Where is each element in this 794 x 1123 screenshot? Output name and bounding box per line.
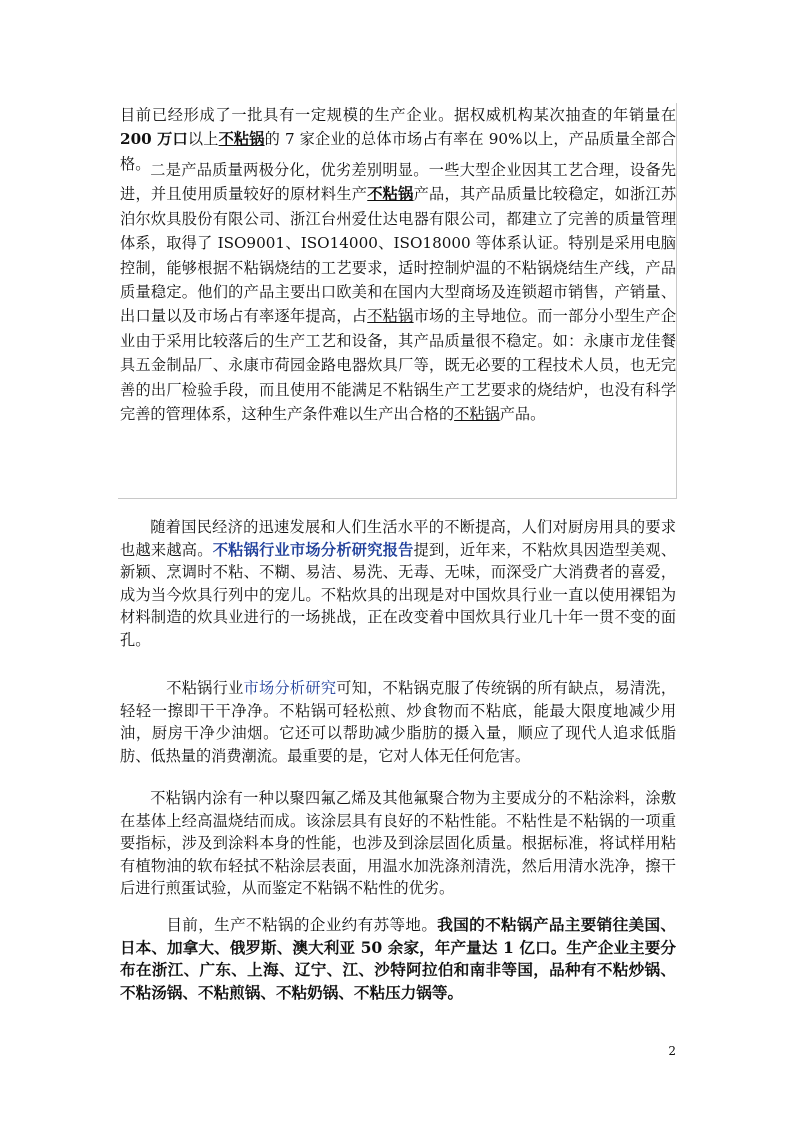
paragraph-3 <box>120 516 676 652</box>
text-run: 随着国民经济的迅速发展和人们生活水平的不断提高，人们对厨房用具的要求也越来越高。 <box>120 518 676 559</box>
text-run: 目前已经形成了一批具有一定规模的生产企业。据权威机构某次抽查的年销量在 <box>120 106 676 124</box>
text-run: 不粘锅行业 <box>166 679 244 697</box>
keyword-link[interactable]: 不粘锅 <box>367 307 414 326</box>
text-run: 的 7 家企业的总体市场占有率在 90%以上，产品质量全部合格。 <box>120 130 677 173</box>
text-run: 以上 <box>187 130 219 149</box>
text-run: 市场的主导地位。而一部分小型生产企业由于采用比较落后的生产工艺和设备，其产品质量很不稳定。如：永康市龙佳餐具五金制品厂、永康市荷园金路电器炊具厂等，既无必要的工程技术人员，也无完善的出厂检验手段，而且使用不能满足不粘锅生产工艺要求的烧结炉，也没有科学完善的管理体系，这种生产条件难以生产出合格的 <box>120 307 677 424</box>
paragraph-6 <box>120 914 676 1004</box>
text-run: 目前，生产不粘锅的企业约有苏等地。 <box>166 916 438 934</box>
keyword-link[interactable]: 不粘锅 <box>218 130 265 149</box>
bold-text: 我国的不粘锅产品主要销往美国、日本、加拿大、俄罗斯、澳大利亚 50 余家，年产量达 1 亿口。生产企业主要分布在浙江、广东、上海、辽宁、江、沙特阿拉伯和南非等国，品种有不粘炒锅、不粘汤锅、不粘煎锅、不粘奶锅、不粘压力锅等。 <box>120 915 676 1002</box>
report-link[interactable]: 不粘锅行业市场分析研究报告 <box>212 540 414 559</box>
margin-rule-bottom <box>118 498 677 499</box>
text-run: 产品，其产品质量比较稳定，如浙江苏泊尔炊具股份有限公司、浙江台州爱仕达电器有限公司，都建立了完善的质量管理体系，取得了 ISO9001、ISO14000、ISO18000 等体系认证。特别是采用电脑控制，能够根据不粘锅烧结的工艺要求，适时控制炉温的不粘锅烧结生产线，产品质量稳定。他们的产品主要出口欧美和在国内大型商场及连锁超市销售，产销量、出口量以及市场占有率逐年提高，占 <box>120 185 677 326</box>
margin-rule-right <box>676 103 677 498</box>
paragraph-5 <box>120 787 676 900</box>
text-run: 产品。 <box>499 405 546 424</box>
paragraph-2 <box>120 158 676 426</box>
page-number: 2 <box>668 1044 676 1058</box>
analysis-link[interactable]: 市场分析研究 <box>243 679 337 697</box>
text-run: 可知，不粘锅克服了传统锅的所有缺点，易清洗，轻轻一擦即干干净净。不粘锅可轻松煎、炒食物而不粘底，能最大限度地减少用油，厨房干净少油烟。它还可以帮助减少脂肪的摄入量，顺应了现代人追求低脂肪、低热量的消费潮流。最重要的是，它对人体无任何危害。 <box>120 679 677 765</box>
keyword-link[interactable]: 不粘锅 <box>367 185 414 204</box>
text-run: 提到，近年来，不粘炊具因造型美观、新颖、烹调时不粘、不糊、易洁、易洗、无毒、无味，而深受广大消费者的喜爱，成为当今炊具行列中的宠儿。不粘炊具的出现是对中国炊具行业一直以使用裸铝为材料制造的炊具业进行的一场挑战，正在改变着中国炊具行业几十年一贯不变的面孔。 <box>120 540 677 649</box>
bold-text: 200 万口 <box>120 130 188 149</box>
paragraph-4 <box>120 677 676 767</box>
text-run: 不粘锅内涂有一种以聚四氟乙烯及其他氟聚合物为主要成分的不粘涂料，涂敷在基体上经高温烧结而成。该涂层具有良好的不粘性能。不粘性是不粘锅的一项重要指标，涉及到涂料本身的性能，也涉及到涂层固化质量。根据标准，将试样用粘有植物油的软布轻拭不粘涂层表面，用温水加洗涤剂清洗，然后用清水洗净，擦干后进行煎蛋试验，从而鉴定不粘锅不粘性的优劣。 <box>120 789 676 898</box>
keyword-link[interactable]: 不粘锅 <box>454 405 500 424</box>
text-run: 二是产品质量两极分化，优劣差别明显。一些大型企业因其工艺合理，设备先进，并且使用质量较好的原材料生产 <box>120 161 676 204</box>
